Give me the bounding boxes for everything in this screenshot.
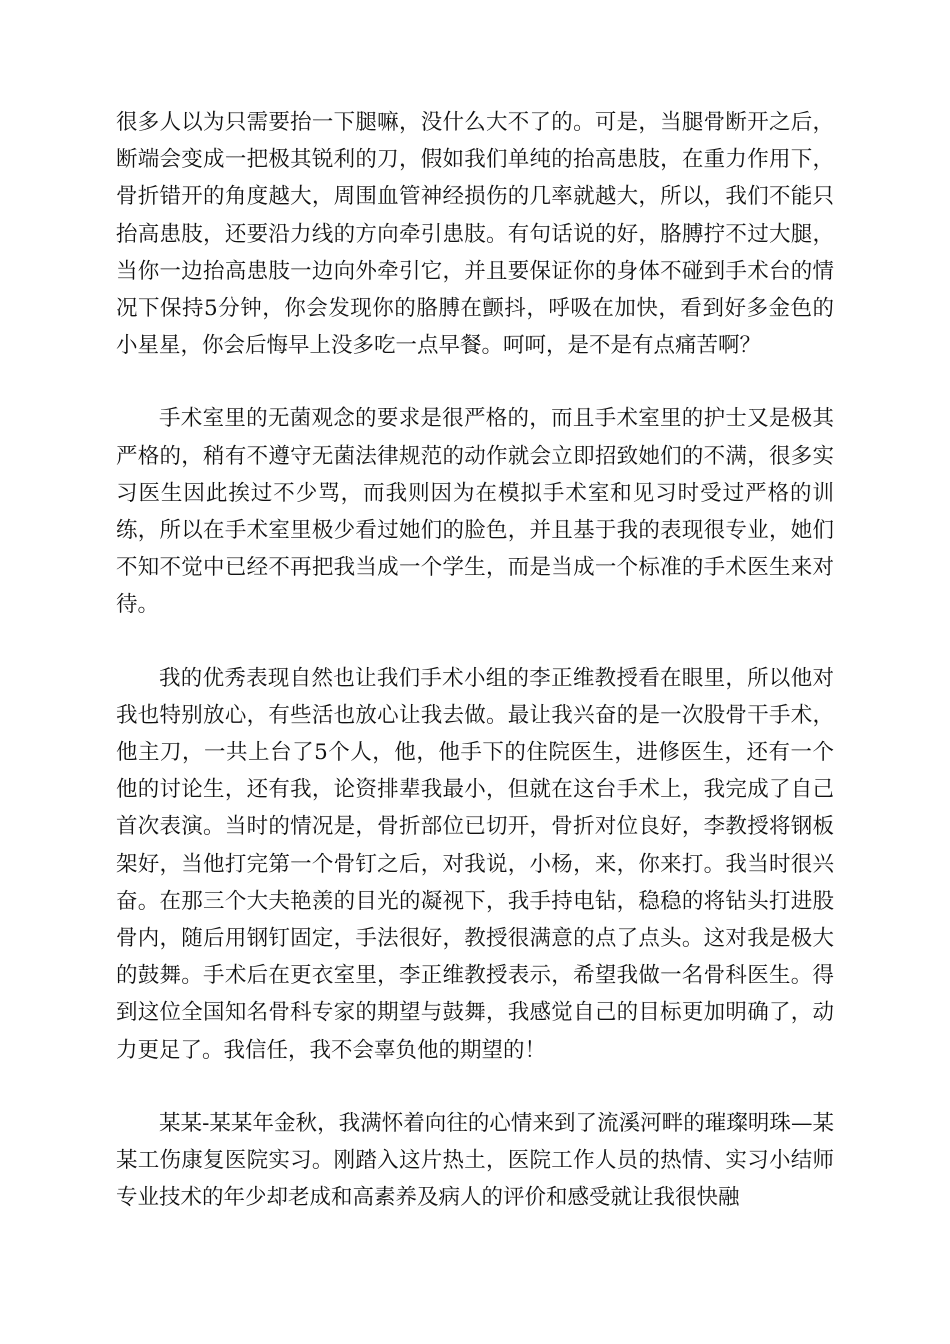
paragraph-4: 某某-某某年金秋，我满怀着向往的心情来到了流溪河畔的璀璨明珠—某某工伤康复医院实习。刚踏入这片热土，医院工作人员的热情、实习小结师专业技术的年少却老成和高素养及病人的评价和感受就让我很快融 (116, 1110, 834, 1211)
paragraph-1: 很多人以为只需要抬一下腿嘛，没什么大不了的。可是，当腿骨断开之后，断端会变成一把极其锐利的刀，假如我们单纯的抬高患肢，在重力作用下，骨折错开的角度越大，周围血管神经损伤的几率就越大，所以，我们不能只抬高患肢，还要沿力线的方向牵引患肢。有句话说的好，胳膊拧不过大腿，当你一边抬高患肢一边向外牵引它，并且要保证你的身体不碰到手术台的情况下保持5分钟，你会发现你的胳膊在颤抖，呼吸在加快，看到好多金色的小星星，你会后悔早上没多吃一点早餐。呵呵，是不是有点痛苦啊？ (116, 110, 834, 359)
paragraph-2: 手术室里的无菌观念的要求是很严格的，而且手术室里的护士又是极其严格的，稍有不遵守无菌法律规范的动作就会立即招致她们的不满，很多实习医生因此挨过不少骂，而我则因为在模拟手术室和见习时受过严格的训练，所以在手术室里极少看过她们的脸色，并且基于我的表现很专业，她们不知不觉中已经不再把我当成一个学生，而是当成一个标准的手术医生来对待。 (116, 406, 834, 618)
document-page (116, 104, 834, 1252)
paragraph-3: 我的优秀表现自然也让我们手术小组的李正维教授看在眼里，所以他对我也特别放心，有些活也放心让我去做。最让我兴奋的是一次股骨干手术，他主刀，一共上台了5个人，他，他手下的住院医生，进修医生，还有一个他的讨论生，还有我，论资排辈我最小，但就在这台手术上，我完成了自己首次表演。当时的情况是，骨折部位已切开，骨折对位良好，李教授将钢板架好，当他打完第一个骨钉之后，对我说，小杨，来，你来打。我当时很兴奋。在那三个大夫艳羡的目光的凝视下，我手持电钻，稳稳的将钻头打进股骨内，随后用钢钉固定，手法很好，教授很满意的点了点头。这对我是极大的鼓舞。手术后在更衣室里，李正维教授表示，希望我做一名骨科医生。得到这位全国知名骨科专家的期望与鼓舞，我感觉自己的目标更加明确了，动力更足了。我信任，我不会辜负他的期望的！ (116, 665, 834, 1063)
